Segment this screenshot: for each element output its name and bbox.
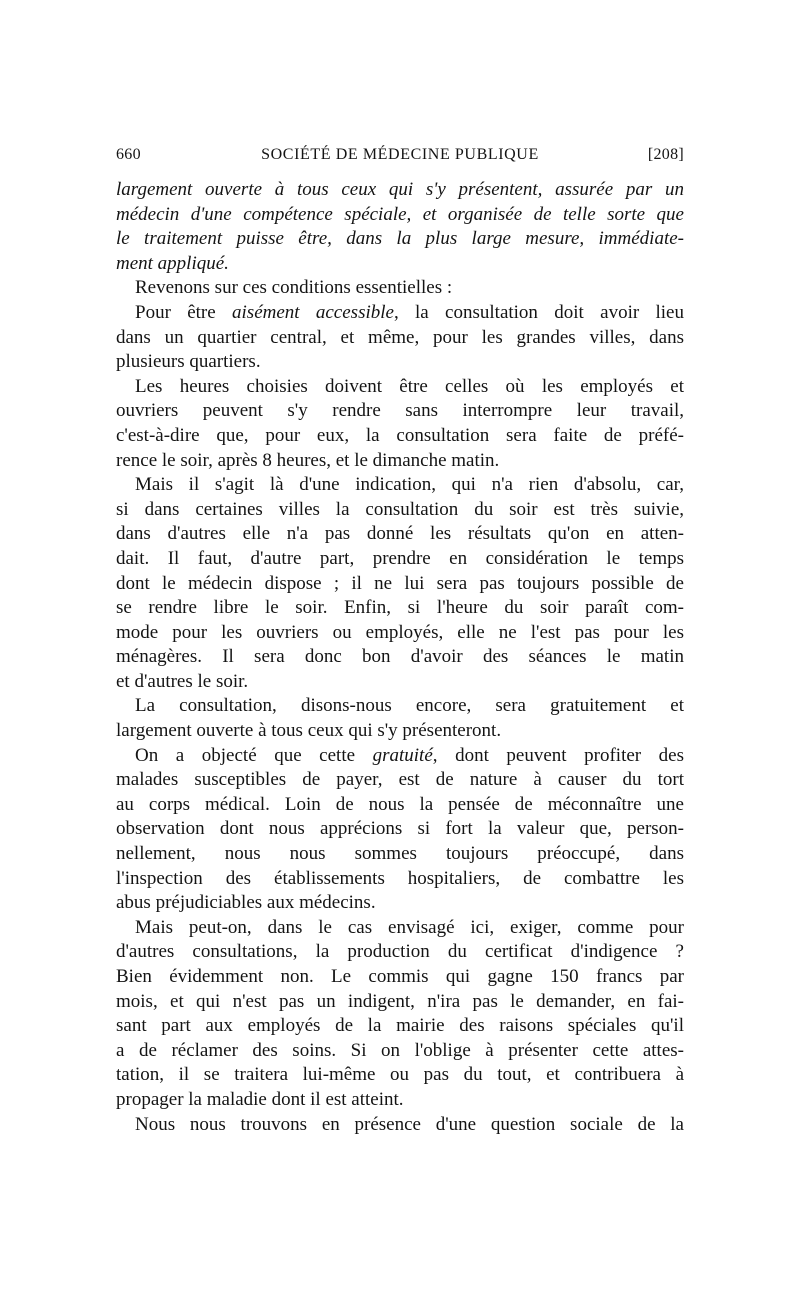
text-line: mois, et qui n'est pas un indigent, n'ira pas le demander, en fai-: [116, 990, 684, 1012]
text-line: a de réclamer des soins. Si on l'oblige à présenter cette attes-: [116, 1039, 684, 1061]
paragraph: [116, 276, 684, 301]
paragraph: [116, 473, 684, 694]
text-line: La consultation, disons-nous encore, sera gratuitement et: [135, 695, 684, 717]
text-line: dans d'autres elle n'a pas donné les résultats qu'on en atten-: [116, 523, 684, 545]
text-line: dont le médecin dispose ; il ne lui sera pas toujours possible de: [116, 572, 684, 594]
running-title: SOCIÉTÉ DE MÉDECINE PUBLIQUE: [261, 146, 539, 163]
text-line: Mais peut-on, dans le cas envisagé ici, exiger, comme pour: [135, 916, 684, 938]
text-line: observation dont nous apprécions si fort la valeur que, person-: [116, 818, 684, 840]
text-line: et d'autres le soir.: [116, 670, 249, 692]
text-line: Revenons sur ces conditions essentielles :: [135, 277, 453, 299]
text-line: médecin d'une compétence spéciale, et organisée de telle sorte que: [116, 203, 684, 225]
text-line: Bien évidemment non. Le commis qui gagne 150 francs par: [116, 966, 684, 987]
paragraph: [116, 375, 684, 473]
text-line: ménagères. Il sera donc bon d'avoir des séances le matin: [116, 646, 684, 668]
page-number: 660: [116, 146, 141, 163]
text-line: sant part aux employés de la mairie des raisons spéciales qu'il: [116, 1015, 684, 1037]
text-line: dait. Il faut, d'autre part, prendre en considération le temps: [116, 547, 684, 569]
text-line: tation, il se traitera lui-même ou pas du tout, et contribuera à: [116, 1064, 684, 1086]
text-line: Mais il s'agit là d'une indication, qui n'a rien d'absolu, car,: [135, 474, 684, 496]
emphasized-text: aisément accessible: [232, 301, 394, 323]
paragraph: [116, 916, 684, 1113]
paragraph: [116, 1113, 684, 1138]
text-line: abus préjudiciables aux médecins.: [116, 892, 376, 914]
emphasized-text: gratuité: [372, 744, 433, 766]
document-page: [116, 146, 684, 1137]
text-line: c'est-à-dire que, pour eux, la consultation sera faite de préfé-: [116, 424, 684, 446]
text-line: se rendre libre le soir. Enfin, si l'heure du soir paraît com-: [116, 597, 684, 619]
text-line: Pour être aisément accessible, la consultation doit avoir lieu: [135, 301, 684, 323]
text-line: On a objecté que cette gratuité, dont peuvent profiter des: [135, 744, 684, 766]
text-line: plusieurs quartiers.: [116, 351, 261, 373]
text-line: propager la maladie dont il est atteint.: [116, 1088, 404, 1110]
paragraph: [116, 694, 684, 743]
text-line: l'inspection des établissements hospitaliers, de combattre les: [116, 867, 684, 889]
body-text: [116, 178, 684, 1137]
text-line: ment appliqué.: [116, 252, 229, 274]
text-line: Nous nous trouvons en présence d'une question sociale de la: [135, 1113, 684, 1135]
text-line: ouvriers peuvent s'y rendre sans interrompre leur travail,: [116, 400, 684, 422]
text-line: nellement, nous nous sommes toujours préoccupé, dans: [116, 843, 684, 865]
text-line: largement ouverte à tous ceux qui s'y présentent, assurée par un: [116, 179, 684, 200]
text-line: dans un quartier central, et même, pour les grandes villes, dans: [116, 326, 684, 348]
paragraph: [116, 744, 684, 916]
text-line: malades susceptibles de payer, est de nature à causer du tort: [116, 769, 684, 791]
text-line: largement ouverte à tous ceux qui s'y présenteront.: [116, 720, 502, 742]
paragraph: [116, 301, 684, 375]
text-line: mode pour les ouvriers ou employés, elle ne l'est pas pour les: [116, 621, 684, 643]
text-line: d'autres consultations, la production du certificat d'indigence ?: [116, 941, 684, 963]
text-line: le traitement puisse être, dans la plus large mesure, immédiate-: [116, 228, 684, 250]
original-page-reference: [208]: [647, 146, 684, 163]
text-line: Les heures choisies doivent être celles où les employés et: [135, 375, 684, 397]
paragraph-continuation: [116, 178, 684, 276]
text-line: rence le soir, après 8 heures, et le dimanche matin.: [116, 449, 500, 471]
text-line: au corps médical. Loin de nous la pensée de méconnaître une: [116, 793, 684, 815]
running-header: [116, 146, 684, 172]
text-line: si dans certaines villes la consultation du soir est très suivie,: [116, 498, 684, 520]
